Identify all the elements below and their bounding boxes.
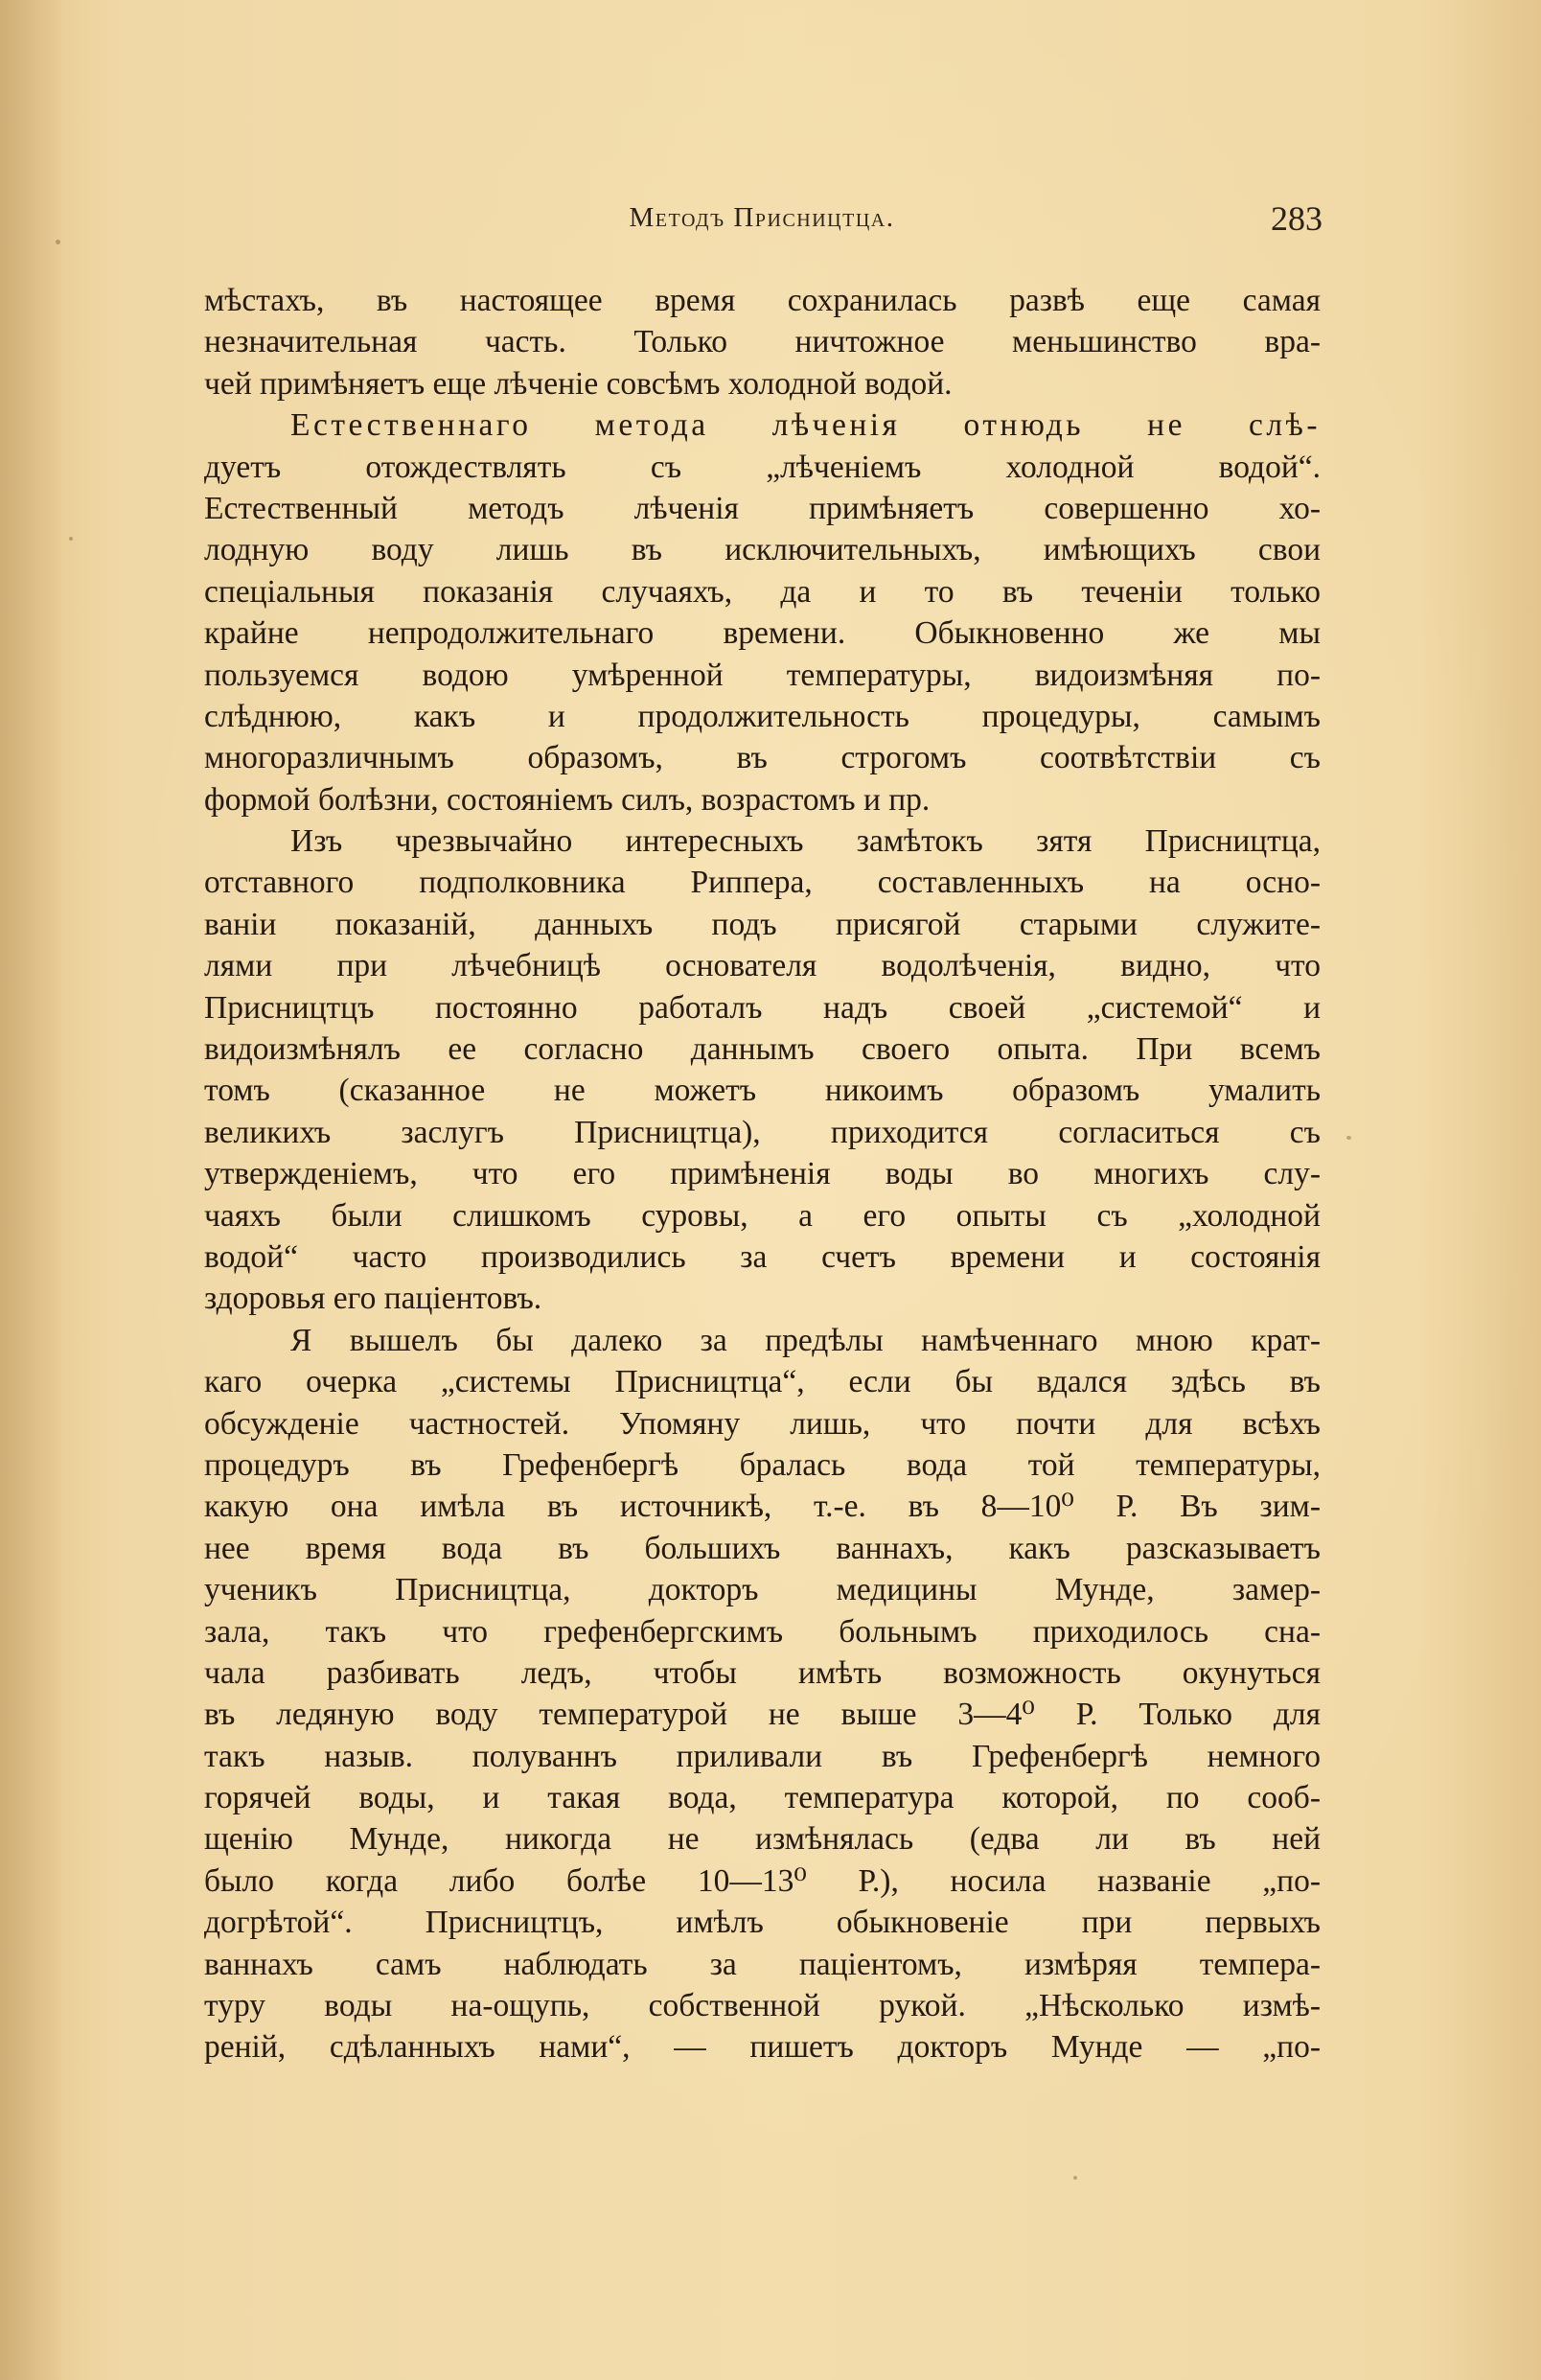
text-line: водой“ часто производились за счетъ времени и состоянія — [204, 1238, 1321, 1275]
text-line: лями при лѣчебницѣ основателя водолѣченія, видно, что — [204, 948, 1321, 984]
paper-speck — [56, 240, 60, 244]
text-line: чала разбивать ледъ, чтобы имѣть возможность окунуться — [204, 1654, 1321, 1691]
text-line: многоразличнымъ образомъ, въ строгомъ соотвѣтствіи съ — [204, 740, 1321, 776]
text-line: Естественнаго метода лѣченія отнюдь не слѣ- — [290, 407, 1321, 444]
text-line: лодную воду лишь въ исключительныхъ, имѣющихъ свои — [204, 532, 1321, 568]
page-gutter-shadow — [0, 0, 67, 2380]
paper-speck — [1346, 1136, 1351, 1140]
text-line: незначительная часть. Только ничтожное меньшинство вра- — [204, 324, 1321, 360]
text-line: туру воды на-ощупь, собственной рукой. „Нѣсколько измѣ- — [204, 1988, 1321, 2024]
text-line: дуетъ отождествлять съ „лѣченіемъ холодной водой“. — [204, 449, 1321, 485]
text-line: ваннахъ самъ наблюдать за паціентомъ, измѣряя темпера- — [204, 1946, 1321, 1982]
text-line: отставного подполковника Риппера, составленныхъ на осно- — [204, 865, 1321, 901]
text-line: было когда либо болѣе 10—13⁰ Р.), носила названіе „по- — [204, 1862, 1321, 1899]
text-line: реній, сдѣланныхъ нами“, — пишетъ докторъ Мунде — „по- — [204, 2029, 1321, 2066]
text-line: формой болѣзни, состояніемъ силъ, возрастомъ и пр. — [204, 781, 931, 818]
text-line: каго очерка „системы Присництца“, если бы вдался здѣсь въ — [204, 1364, 1321, 1400]
text-line: обсужденіе частностей. Упомяну лишь, что почти для всѣхъ — [204, 1405, 1321, 1442]
text-line: въ ледяную воду температурой не выше 3—4⁰ Р. Только для — [204, 1697, 1321, 1733]
running-header — [201, 196, 1322, 244]
text-line: щенію Мунде, никогда не измѣнялась (едва ли въ ней — [204, 1821, 1321, 1858]
text-line: крайне непродолжительнаго времени. Обыкновенно же мы — [204, 615, 1321, 652]
text-line: такъ назыв. полуваннъ приливали въ Грефенбергѣ немного — [204, 1738, 1321, 1774]
paper-speck — [69, 537, 73, 541]
text-line: зала, такъ что грефенбергскимъ больнымъ приходилось сна- — [204, 1613, 1321, 1650]
text-line: томъ (сказанное не можетъ никоимъ образомъ умалить — [204, 1073, 1321, 1109]
text-line: слѣднюю, какъ и продолжительность процедуры, самымъ — [204, 698, 1321, 734]
running-title: Методъ Присництца. — [629, 202, 895, 233]
text-line: ваніи показаній, данныхъ подъ присягой старыми служите- — [204, 906, 1321, 942]
text-line: пользуемся водою умѣренной температуры, видоизмѣняя по- — [204, 657, 1321, 693]
text-line: нее время вода въ большихъ ваннахъ, какъ разсказываетъ — [204, 1530, 1321, 1566]
text-line: спеціальныя показанія случаяхъ, да и то въ теченіи только — [204, 573, 1321, 610]
text-line: видоизмѣнялъ ее согласно даннымъ своего опыта. При всемъ — [204, 1031, 1321, 1068]
body-text — [204, 280, 1321, 2068]
text-line: Присництцъ постоянно работалъ надъ своей „системой“ и — [204, 989, 1321, 1026]
text-line: Изъ чрезвычайно интересныхъ замѣтокъ зятя Присництца, — [290, 823, 1321, 860]
text-line: чаяхъ были слишкомъ суровы, а его опыты съ „холодной — [204, 1197, 1321, 1234]
text-line: догрѣтой“. Присництцъ, имѣлъ обыкновеніе при первыхъ — [204, 1905, 1321, 1941]
text-line: здоровья его паціентовъ. — [204, 1281, 542, 1317]
page-number: 283 — [1271, 199, 1322, 238]
text-line: Естественный методъ лѣченія примѣняетъ совершенно хо- — [204, 490, 1321, 526]
text-line: горячей воды, и такая вода, температура которой, по сооб- — [204, 1780, 1321, 1816]
text-line: процедуръ въ Грефенбергѣ бралась вода той температуры, — [204, 1446, 1321, 1483]
text-line: какую она имѣла въ источникѣ, т.-е. въ 8—10⁰ Р. Въ зим- — [204, 1489, 1321, 1525]
text-line: чей примѣняетъ еще лѣченіе совсѣмъ холодной водой. — [204, 365, 953, 402]
paper-speck — [1073, 2176, 1077, 2180]
text-line: Я вышелъ бы далеко за предѣлы намѣченнаго мною крат- — [290, 1322, 1321, 1358]
text-line: ученикъ Присництца, докторъ медицины Мунде, замер- — [204, 1572, 1321, 1608]
text-line: великихъ заслугъ Присництца), приходится согласиться съ — [204, 1114, 1321, 1150]
text-line: утвержденіемъ, что его примѣненія воды во многихъ слу- — [204, 1156, 1321, 1192]
text-line: мѣстахъ, въ настоящее время сохранилась развѣ еще самая — [204, 283, 1321, 318]
